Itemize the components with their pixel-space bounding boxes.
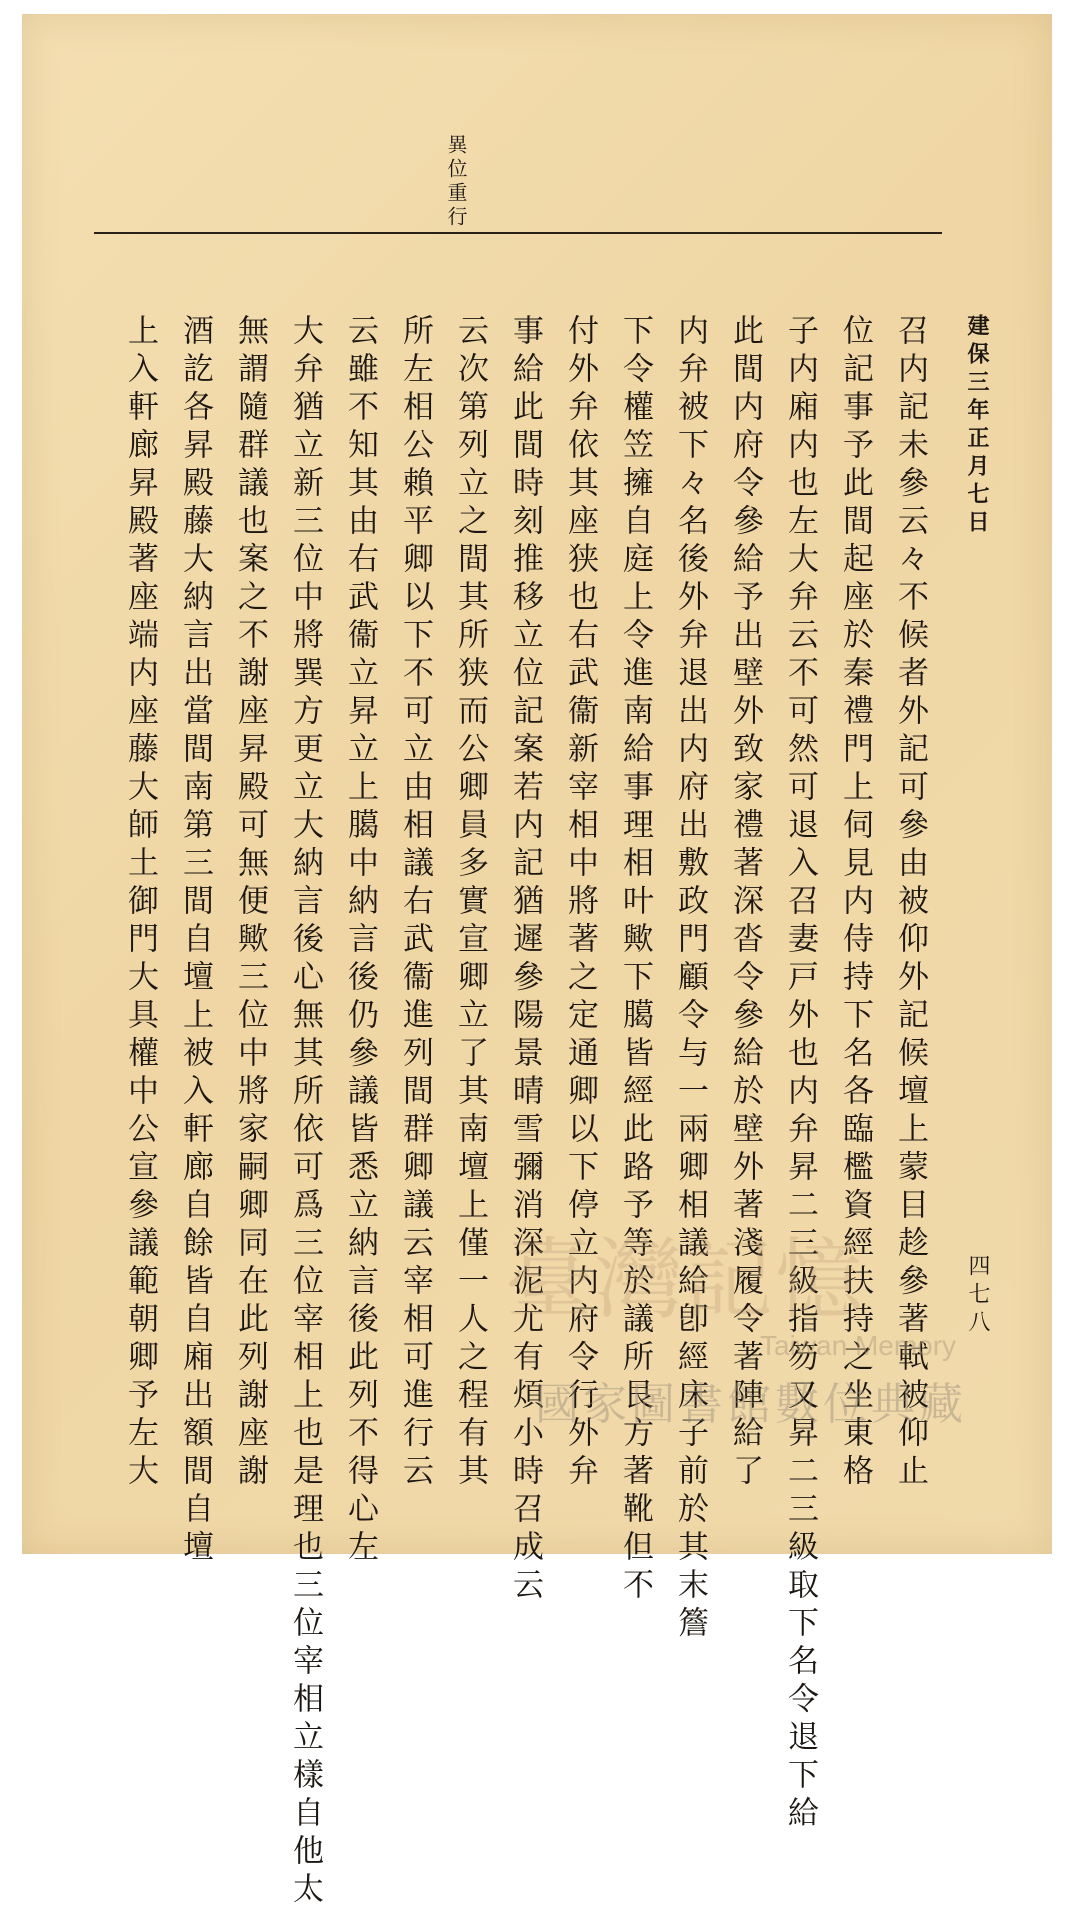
text-column-12: 大弁猶立新三位中將巽方更立大納言後心無其所依可爲三位宰相上也是理也三位宰相立樣自他太 (287, 314, 323, 1910)
text-column-15: 上入軒廊昇殿著座端内座藤大師土御門大具權中公宣參議範朝卿予左大 (122, 314, 158, 1492)
text-column-7: 付外弁依其座狭也右武衞新宰相中將著之定通卿以下停立内府令行外弁 (562, 314, 598, 1492)
text-column-4: 此間内府令參給予出壁外致家禮著深沓令參給於壁外著淺履令著陣給了 (727, 314, 763, 1492)
running-head: 異位重行 (444, 134, 468, 230)
page-number: 四七八 (965, 1254, 990, 1338)
date-heading: 建保三年正月七日 (964, 314, 990, 538)
text-column-5: 内弁被下々名後外弁退出内府出敷政門顧令与一兩卿相議給卽經床子前於其末簷 (672, 314, 708, 1644)
header-rule (94, 232, 942, 234)
text-column-10: 所左相公賴平卿以下不可立由相議右武衞進列間群卿議云宰相可進行云 (397, 314, 433, 1492)
text-column-1: 召内記未參云々不候者外記可參由被仰外記候壇上蒙目趁參著軾被仰止 (892, 314, 928, 1492)
text-column-6: 下令權笠擁自庭上令進南給事理相叶歟下臈皆經此路予等於議所艮方著靴但不 (617, 314, 653, 1606)
text-column-13: 無謂隨群議也案之不謝座昇殿可無便歟三位中將家嗣卿同在此列謝座謝 (232, 314, 268, 1492)
watermark-logo: 臺灣記憶 (505, 1228, 866, 1331)
watermark-caption: 國家圖書館數位典藏 (535, 1379, 967, 1430)
watermark-english: Taiwan Memory (760, 1330, 957, 1361)
text-column-14: 酒訖各昇殿藤大納言出當間南第三間自壇上被入軒廊自餘皆自廂出額間自壇 (177, 314, 213, 1568)
text-column-2: 位記事予此間起座於秦禮門上伺見内侍持下名各臨檻資經扶持之坐東格 (837, 314, 873, 1492)
text-column-9: 云次第列立之間其所狭而公卿員多實宣卿立了其南壇上僅一人之程有其 (452, 314, 488, 1492)
text-column-11: 云雖不知其由右武衞立昇立上臈中納言後仍參議皆悉立納言後此列不得心左 (342, 314, 378, 1568)
text-column-8: 事給此間時刻推移立位記案若内記猶遲參陽景晴雪彌消深泥尤有煩小時召成云 (507, 314, 543, 1606)
text-column-3: 子内廂内也左大弁云不可然可退入召妻戸外也内弁昇二三級指笏又昇二三級取下名令退下給 (782, 314, 818, 1834)
